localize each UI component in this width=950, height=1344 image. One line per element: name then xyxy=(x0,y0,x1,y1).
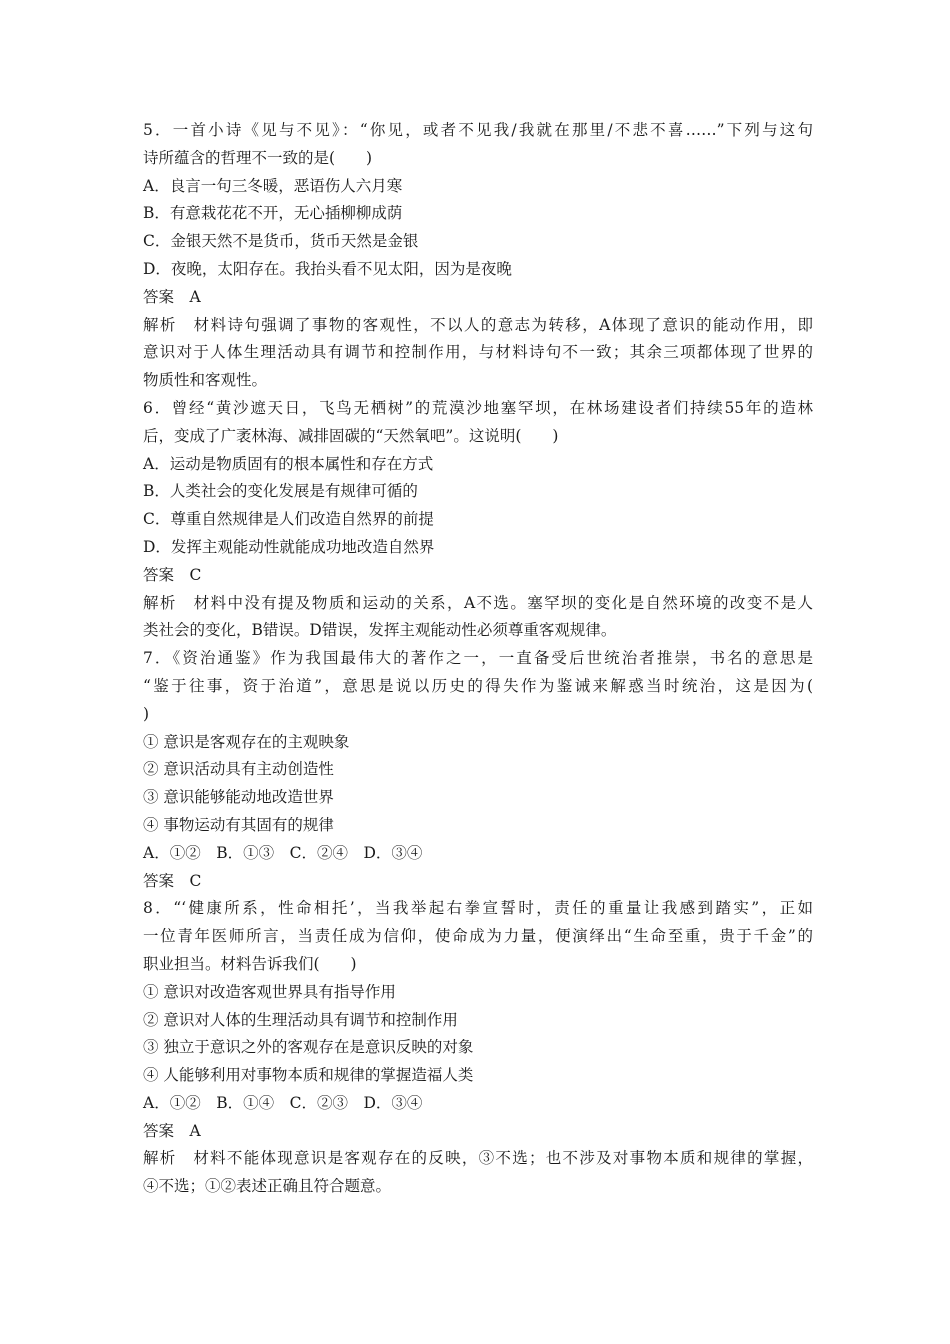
question-stem-line: 后，变成了广袤林海、减排固碳的“天然氧吧”。这说明( ) xyxy=(143,426,559,445)
question-block xyxy=(143,645,813,895)
option-line: A．运动是物质固有的根本属性和存在方式 xyxy=(143,454,434,473)
question-stem-line: 7．《资治通鉴》作为我国最伟大的著作之一，一直备受后世统治者推崇，书名的意思是 xyxy=(143,649,813,668)
analysis-line: ④不选；①②表述正确且符合题意。 xyxy=(143,1177,392,1196)
question-stem-line: 一位青年医师所言，当责任成为信仰，使命成为力量，便演绎出“生命至重，贵于千金”的 xyxy=(143,927,813,946)
analysis-line: 解析 材料不能体现意识是客观存在的反映，③不选；也不涉及对事物本质和规律的掌握， xyxy=(143,1149,813,1168)
question-stem-line: 诗所蕴含的哲理不一致的是( ) xyxy=(143,148,373,167)
option-line: ① 意识是客观存在的主观映象 xyxy=(143,732,350,751)
option-line: B．有意栽花花不开，无心插柳柳成荫 xyxy=(143,204,403,223)
answer-line: 答案 C xyxy=(143,565,202,584)
analysis-line: 类社会的变化，B错误。D错误，发挥主观能动性必须尊重客观规律。 xyxy=(143,621,617,640)
option-line: ④ 人能够利用对事物本质和规律的掌握造福人类 xyxy=(143,1066,474,1085)
question-stem-line: ) xyxy=(143,704,150,723)
option-line: A．良言一句三冬暖，恶语伤人六月寒 xyxy=(143,176,403,195)
analysis-line: 意识对于人体生理活动具有调节和控制作用，与材料诗句不一致；其余三项都体现了世界的 xyxy=(143,343,813,362)
question-block xyxy=(143,895,813,1201)
option-line: B．人类社会的变化发展是有规律可循的 xyxy=(143,482,418,501)
question-stem-line: 8．“‘健康所系，性命相托’，当我举起右拳宣誓时，责任的重量让我感到踏实”，正如 xyxy=(143,899,813,918)
question-stem-line: “鉴于往事，资于治道”，意思是说以历史的得失作为鉴诫来解惑当时统治，这是因为( xyxy=(143,676,813,695)
option-line: D．夜晚，太阳存在。我抬头看不见太阳，因为是夜晚 xyxy=(143,259,512,278)
question-block xyxy=(143,395,813,645)
analysis-line: 解析 材料中没有提及物质和运动的关系，A不选。塞罕坝的变化是自然环境的改变不是人 xyxy=(143,593,813,612)
question-list xyxy=(143,117,813,1201)
option-line: ② 意识对人体的生理活动具有调节和控制作用 xyxy=(143,1010,458,1029)
option-line: C．尊重自然规律是人们改造自然界的前提 xyxy=(143,510,434,529)
option-line: ③ 独立于意识之外的客观存在是意识反映的对象 xyxy=(143,1038,474,1057)
question-stem-line: 5．一首小诗《见与不见》：“你见，或者不见我/我就在那里/不悲不喜……”下列与这句 xyxy=(143,121,813,139)
option-line: ① 意识对改造客观世界具有指导作用 xyxy=(143,982,396,1001)
answer-line: 答案 C xyxy=(143,871,202,890)
option-line: D．发挥主观能动性就能成功地改造自然界 xyxy=(143,537,435,556)
option-line: ② 意识活动具有主动创造性 xyxy=(143,760,334,779)
option-line: C．金银天然不是货币，货币天然是金银 xyxy=(143,232,419,251)
analysis-line: 解析 材料诗句强调了事物的客观性，不以人的意志为转移，A体现了意识的能动作用，即 xyxy=(143,315,813,334)
question-stem-line: 职业担当。材料告诉我们( ) xyxy=(143,954,357,973)
option-line: A．①② B．①③ C．②④ D．③④ xyxy=(143,843,423,862)
option-line: ③ 意识能够能动地改造世界 xyxy=(143,788,334,807)
question-stem-line: 6．曾经“黄沙遮天日，飞鸟无栖树”的荒漠沙地塞罕坝，在林场建设者们持续55年的造林 xyxy=(143,398,813,417)
answer-line: 答案 A xyxy=(143,287,201,306)
option-line: A．①② B．①④ C．②③ D．③④ xyxy=(143,1093,423,1112)
question-block xyxy=(143,117,813,395)
answer-line: 答案 A xyxy=(143,1121,201,1140)
option-line: ④ 事物运动有其固有的规律 xyxy=(143,815,334,834)
analysis-line: 物质性和客观性。 xyxy=(143,371,268,390)
